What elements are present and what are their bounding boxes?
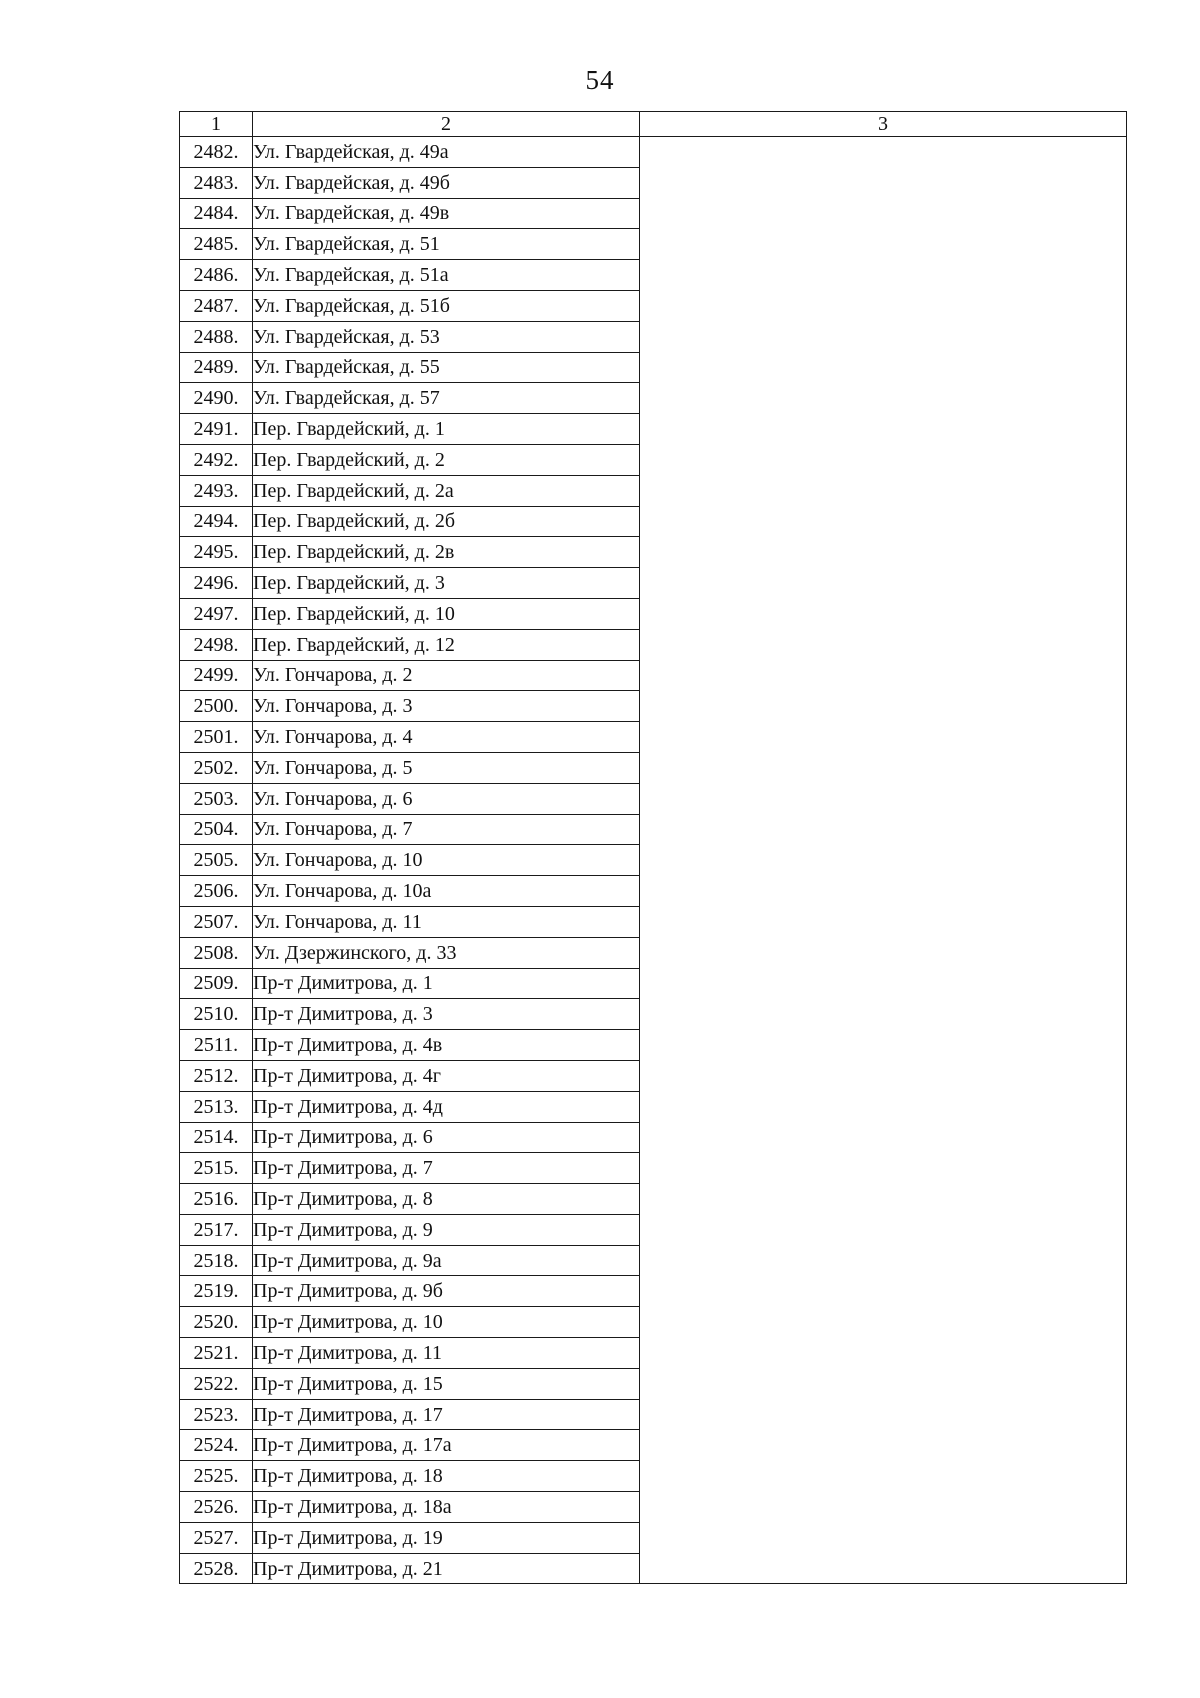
row-address: Пр-т Димитрова, д. 18а [253,1492,640,1523]
row-address: Ул. Гвардейская, д. 51 [253,229,640,260]
row-number: 2509. [180,968,253,999]
row-address: Ул. Гончарова, д. 6 [253,783,640,814]
row-number: 2513. [180,1091,253,1122]
row-number: 2499. [180,660,253,691]
row-address: Ул. Дзержинского, д. 33 [253,937,640,968]
row-address: Пер. Гвардейский, д. 2а [253,475,640,506]
row-number: 2522. [180,1368,253,1399]
row-number: 2517. [180,1214,253,1245]
row-address: Пр-т Димитрова, д. 8 [253,1184,640,1215]
row-address: Пер. Гвардейский, д. 12 [253,629,640,660]
row-address: Пр-т Димитрова, д. 4г [253,1060,640,1091]
row-address: Пер. Гвардейский, д. 3 [253,568,640,599]
row-address: Пр-т Димитрова, д. 1 [253,968,640,999]
row-address: Пр-т Димитрова, д. 18 [253,1461,640,1492]
table-row [180,137,1127,168]
row-address: Пр-т Димитрова, д. 6 [253,1122,640,1153]
row-number: 2489. [180,352,253,383]
row-address: Пер. Гвардейский, д. 10 [253,598,640,629]
row-number: 2491. [180,414,253,445]
row-number: 2487. [180,290,253,321]
row-number: 2515. [180,1153,253,1184]
row-number: 2514. [180,1122,253,1153]
row-number: 2512. [180,1060,253,1091]
table-body [180,137,1127,1584]
row-number: 2525. [180,1461,253,1492]
row-address: Ул. Гвардейская, д. 51а [253,260,640,291]
row-address: Ул. Гвардейская, д. 51б [253,290,640,321]
row-number: 2493. [180,475,253,506]
row-address: Пр-т Димитрова, д. 17 [253,1399,640,1430]
row-address: Пр-т Димитрова, д. 10 [253,1307,640,1338]
row-address: Пр-т Димитрова, д. 19 [253,1522,640,1553]
row-number: 2494. [180,506,253,537]
row-number: 2521. [180,1338,253,1369]
row-number: 2524. [180,1430,253,1461]
row-number: 2519. [180,1276,253,1307]
row-address: Пер. Гвардейский, д. 2 [253,444,640,475]
row-address: Ул. Гончарова, д. 5 [253,752,640,783]
row-number: 2516. [180,1184,253,1215]
page-number: 54 [585,65,615,95]
row-number: 2528. [180,1553,253,1584]
row-address: Ул. Гвардейская, д. 49в [253,198,640,229]
row-number: 2503. [180,783,253,814]
row-address: Пер. Гвардейский, д. 1 [253,414,640,445]
column-3-cell [640,137,1127,1584]
row-number: 2507. [180,906,253,937]
row-number: 2486. [180,260,253,291]
row-number: 2485. [180,229,253,260]
row-number: 2523. [180,1399,253,1430]
row-address: Пр-т Димитрова, д. 15 [253,1368,640,1399]
row-number: 2526. [180,1492,253,1523]
row-number: 2496. [180,568,253,599]
row-address: Ул. Гвардейская, д. 55 [253,352,640,383]
row-number: 2497. [180,598,253,629]
row-number: 2502. [180,752,253,783]
row-number: 2504. [180,814,253,845]
column-header-1: 1 [180,112,253,137]
row-number: 2505. [180,845,253,876]
row-address: Пр-т Димитрова, д. 9а [253,1245,640,1276]
row-address: Ул. Гвардейская, д. 53 [253,321,640,352]
row-number: 2510. [180,999,253,1030]
row-address: Ул. Гончарова, д. 10а [253,876,640,907]
row-number: 2500. [180,691,253,722]
header-row [180,112,1127,137]
row-number: 2498. [180,629,253,660]
row-number: 2495. [180,537,253,568]
row-address: Ул. Гвардейская, д. 49б [253,167,640,198]
row-address: Пр-т Димитрова, д. 11 [253,1338,640,1369]
row-number: 2482. [180,137,253,168]
row-number: 2518. [180,1245,253,1276]
row-address: Пр-т Димитрова, д. 21 [253,1553,640,1584]
row-address: Ул. Гончарова, д. 7 [253,814,640,845]
row-address: Ул. Гончарова, д. 10 [253,845,640,876]
row-number: 2490. [180,383,253,414]
row-number: 2506. [180,876,253,907]
row-number: 2511. [180,1030,253,1061]
row-number: 2520. [180,1307,253,1338]
row-number: 2508. [180,937,253,968]
row-number: 2501. [180,722,253,753]
row-number: 2488. [180,321,253,352]
row-address: Ул. Гвардейская, д. 57 [253,383,640,414]
row-number: 2527. [180,1522,253,1553]
row-address: Пер. Гвардейский, д. 2б [253,506,640,537]
row-address: Пр-т Димитрова, д. 3 [253,999,640,1030]
row-address: Пр-т Димитрова, д. 7 [253,1153,640,1184]
row-address: Пр-т Димитрова, д. 9 [253,1214,640,1245]
column-header-2: 2 [253,112,640,137]
row-address: Пр-т Димитрова, д. 4д [253,1091,640,1122]
column-header-3: 3 [640,112,1127,137]
row-address: Ул. Гвардейская, д. 49а [253,137,640,168]
row-address: Ул. Гончарова, д. 11 [253,906,640,937]
row-address: Пр-т Димитрова, д. 17а [253,1430,640,1461]
row-address: Ул. Гончарова, д. 3 [253,691,640,722]
row-number: 2483. [180,167,253,198]
row-address: Пр-т Димитрова, д. 9б [253,1276,640,1307]
row-address: Пер. Гвардейский, д. 2в [253,537,640,568]
row-address: Ул. Гончарова, д. 4 [253,722,640,753]
row-address: Пр-т Димитрова, д. 4в [253,1030,640,1061]
row-number: 2492. [180,444,253,475]
row-address: Ул. Гончарова, д. 2 [253,660,640,691]
row-number: 2484. [180,198,253,229]
address-table [179,111,1127,1584]
